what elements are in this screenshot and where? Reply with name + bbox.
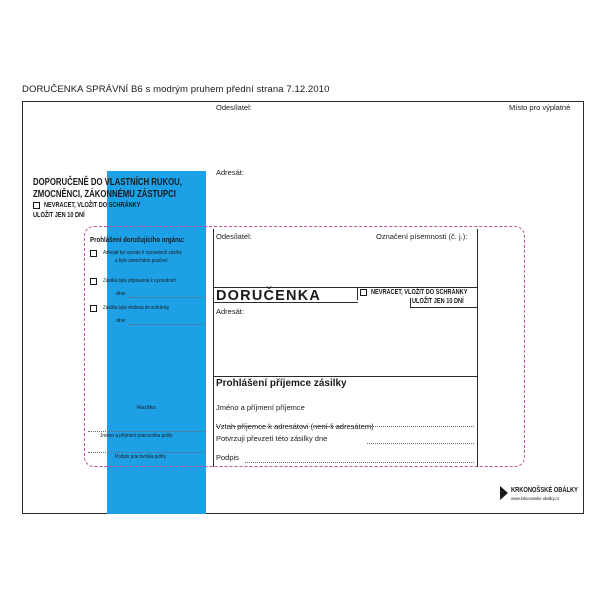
worker-name-label: Jméno a příjmení pracovníka pošty (100, 433, 173, 439)
declaration-item2-date-label: dne: (116, 291, 127, 297)
brand-url: www.krkonosske-obalky.cz (511, 497, 560, 502)
recipient-declaration-title: Prohlášení příjemce zásilky (216, 378, 347, 389)
declaration-checkbox-2[interactable] (90, 278, 97, 285)
declaration-item3-line1: Zásilka byla vložena do schránky (103, 305, 170, 311)
slip-divider-4 (213, 376, 478, 377)
confirm-label: Potvrzuji převzetí této zásilky dne (216, 434, 328, 443)
fill-place-label: Místo pro výplatné (509, 103, 571, 112)
delivery-heading-line2: ZMOCNĚNCI, ZÁKONNÉMU ZÁSTUPCI (33, 188, 176, 200)
slip-bracket-left (357, 287, 358, 300)
slip-bracket-mid (410, 298, 411, 307)
stamp-label: Razítko (137, 405, 156, 411)
worker-sign-label: Podpis pracovníka pošty (115, 454, 166, 460)
signature-line[interactable] (245, 462, 474, 463)
worker-name-line[interactable] (88, 431, 206, 432)
slip-sender-label: Odesílatel: (216, 232, 252, 241)
sender-label: Odesílatel: (216, 103, 252, 112)
slip-divider-2 (213, 302, 358, 303)
brand-logo-icon (500, 486, 508, 500)
delivery-heading-line1: DOPORUČENĚ DO VLASTNÍCH RUKOU, (33, 176, 182, 188)
slip-title: DORUČENKA (216, 288, 322, 304)
relation-label: Vztah příjemce k adresátovi (není-li adresátem) (216, 422, 374, 431)
declaration-item3-date-label: dne: (116, 318, 127, 324)
declaration-item1-line2: a bylo zanecháno poučení. (115, 258, 169, 264)
declaration-checkbox-1[interactable] (90, 250, 97, 257)
slip-no-return-line2: ULOŽIT JEN 10 DNÍ (412, 298, 464, 305)
declaration-item2-line1: Zásilka byla připravena k vyzvednutí (103, 278, 176, 284)
no-return-checkbox[interactable] (33, 202, 40, 209)
no-return-label-line2: ULOŽIT JEN 10 DNÍ (33, 212, 85, 219)
delivery-slip (213, 229, 478, 467)
declaration-item1-line1: Adresát byl vyzván k vyzvednutí zásilky (103, 250, 182, 256)
document-title: DORUČENKA SPRÁVNÍ B6 s modrým pruhem přední strana 7.12.2010 (22, 84, 330, 95)
no-return-label-line1: NEVRACET, VLOŽIT DO SCHRÁNKY (44, 202, 141, 209)
confirm-date-line[interactable] (367, 443, 474, 444)
slip-divider-3 (410, 307, 478, 308)
slip-address-label: Adresát: (216, 307, 244, 316)
brand-name: KRKONOŠSKÉ OBÁLKY (511, 487, 578, 494)
address-label: Adresát: (216, 168, 244, 177)
item2-date-line[interactable] (128, 297, 206, 298)
declaration-checkbox-3[interactable] (90, 305, 97, 312)
slip-reference-label: Označení písemnosti (č. j.): (376, 232, 468, 241)
slip-no-return-checkbox[interactable] (360, 289, 367, 296)
recipient-name-label: Jméno a příjmení příjemce (216, 403, 305, 412)
worker-sign-line[interactable] (88, 452, 206, 453)
slip-no-return-line1: NEVRACET, VLOŽIT DO SCHRÁNKY (371, 289, 468, 296)
signature-label: Podpis (216, 453, 239, 462)
authority-declaration-title: Prohlášení doručujícího orgánu: (90, 235, 185, 244)
item3-date-line[interactable] (128, 324, 206, 325)
